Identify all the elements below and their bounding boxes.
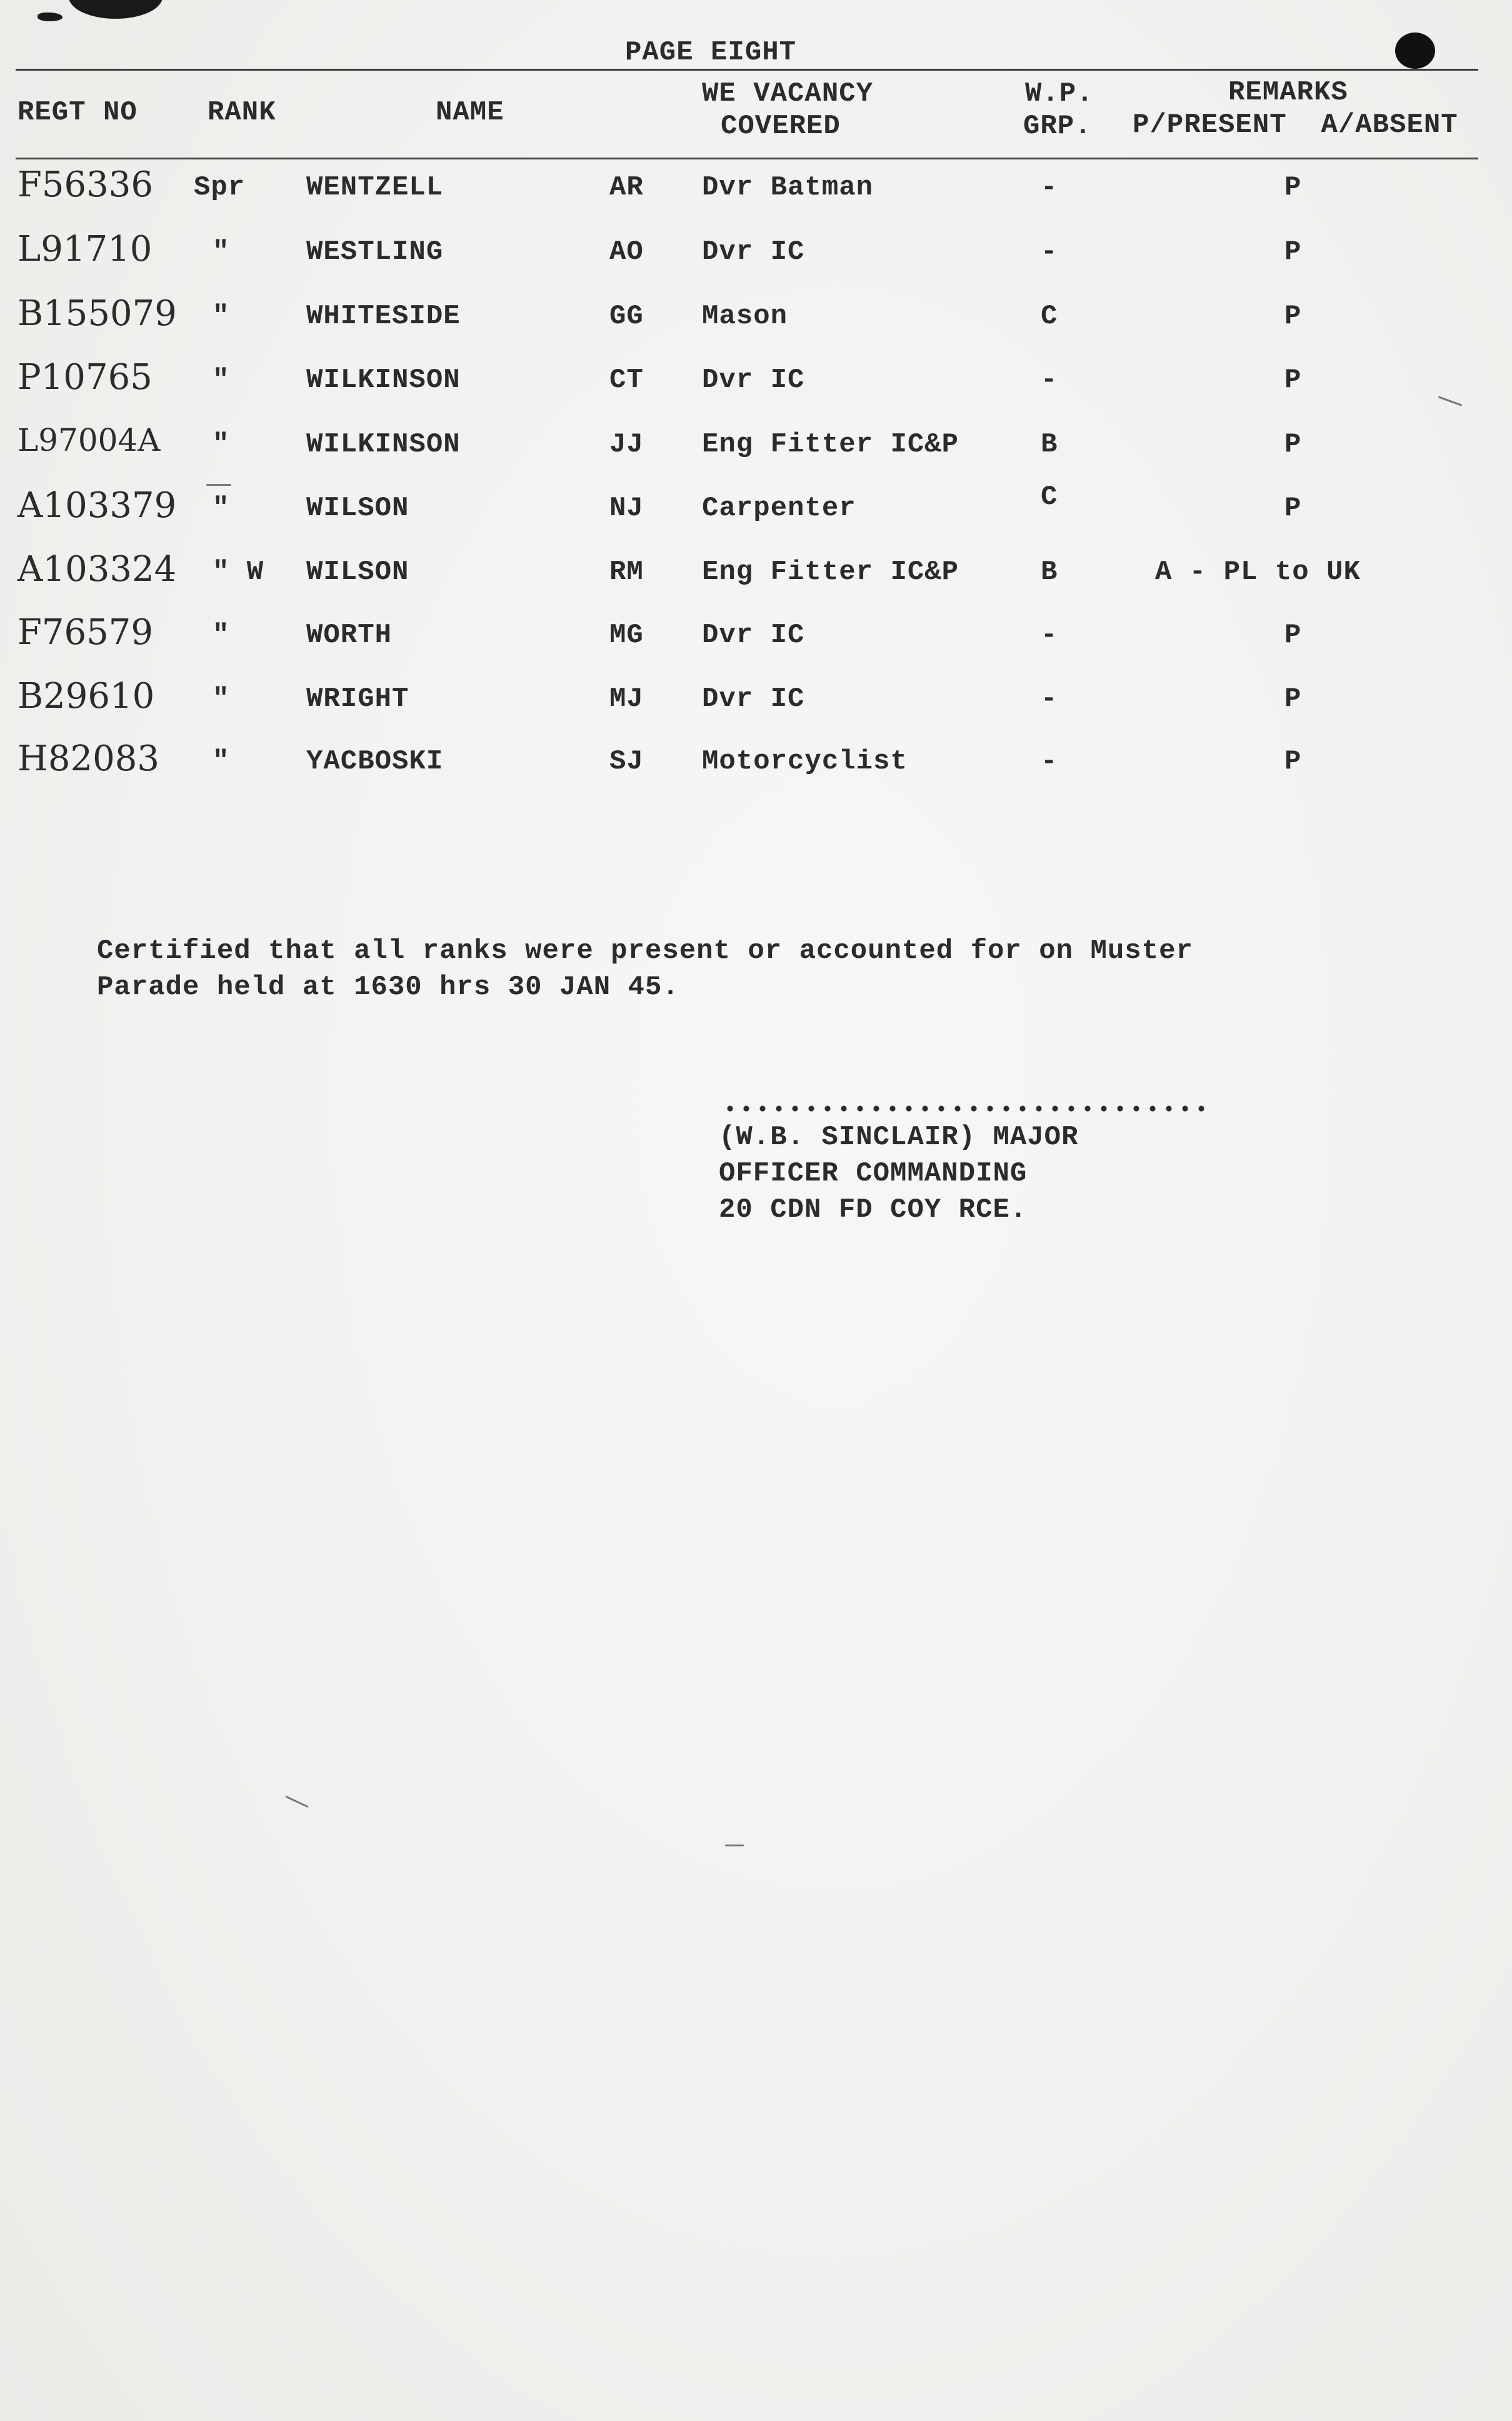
surname: WILKINSON <box>306 365 461 396</box>
page-title: PAGE EIGHT <box>625 37 797 68</box>
wp-group: - <box>1041 620 1058 651</box>
surname: WRIGHT <box>306 683 409 715</box>
remarks: P <box>1284 365 1302 396</box>
wp-group: - <box>1041 683 1058 715</box>
initials: JJ <box>609 429 644 460</box>
regt-number: L91710 <box>18 229 153 269</box>
rank: Spr <box>194 172 246 203</box>
rank: " <box>213 620 230 651</box>
surname: YACBOSKI <box>306 746 444 777</box>
regt-number: F56336 <box>18 164 153 205</box>
remarks: A - PL to UK <box>1155 556 1361 588</box>
wp-group: - <box>1041 365 1058 396</box>
vacancy-covered: Eng Fitter IC&P <box>702 429 959 460</box>
certification-statement <box>97 933 1193 1005</box>
regt-number: L97004A <box>18 422 161 458</box>
vacancy-covered: Carpenter <box>702 493 856 524</box>
ink-splatter-mark <box>38 13 63 21</box>
header-rule <box>16 69 1478 71</box>
regt-number: F76579 <box>18 612 153 653</box>
wp-group: - <box>1041 746 1058 777</box>
column-header-vacancy-line1: WE VACANCY <box>702 78 874 109</box>
rank: " <box>213 301 230 332</box>
column-header-present-absent: P/PRESENT A/ABSENT <box>1133 109 1458 141</box>
remarks: P <box>1284 301 1302 332</box>
vacancy-covered: Dvr IC <box>702 236 805 268</box>
regt-number: B29610 <box>18 676 155 717</box>
regt-number: H82083 <box>18 738 159 779</box>
table-row <box>0 293 1512 359</box>
rank: " <box>213 365 230 396</box>
initials: NJ <box>609 493 644 524</box>
remarks: P <box>1284 620 1302 651</box>
rank: " <box>213 429 230 460</box>
initials: SJ <box>609 746 644 777</box>
table-row <box>0 549 1512 615</box>
wp-group: B <box>1041 556 1058 588</box>
table-row <box>0 612 1512 678</box>
regt-number: P10765 <box>18 357 153 398</box>
column-header-wp-line1: W.P. <box>1025 78 1094 109</box>
column-header-remarks: REMARKS <box>1228 77 1348 108</box>
signature-dotted-line <box>722 1104 1209 1113</box>
table-row <box>0 676 1512 742</box>
ink-blot-mark <box>69 0 163 19</box>
rank: " <box>213 236 230 268</box>
signature-block <box>719 1119 1079 1228</box>
table-row <box>0 164 1512 230</box>
wp-group: C <box>1041 301 1058 332</box>
table-top-rule <box>16 158 1478 159</box>
vacancy-covered: Dvr Batman <box>702 172 874 203</box>
surname: WHITESIDE <box>306 301 461 332</box>
signatory-unit: 20 CDN FD COY RCE. <box>719 1194 1028 1226</box>
initials: MG <box>609 620 644 651</box>
column-header-rank: RANK <box>208 97 276 128</box>
column-header-name: NAME <box>436 97 504 128</box>
rank: " <box>213 746 230 777</box>
initials: RM <box>609 556 644 588</box>
surname: WILSON <box>306 556 409 588</box>
remarks: P <box>1284 493 1302 524</box>
signatory-name: (W.B. SINCLAIR) MAJOR <box>719 1122 1079 1153</box>
wp-group: C <box>1041 481 1058 513</box>
table-row <box>0 738 1512 804</box>
column-header-wp-line2: GRP. <box>1023 111 1092 142</box>
rank: " <box>213 493 230 524</box>
column-header-vacancy-line2: COVERED <box>721 111 841 142</box>
surname: WORTH <box>306 620 393 651</box>
wp-group: - <box>1041 172 1058 203</box>
initials: CT <box>609 365 644 396</box>
vacancy-covered: Dvr IC <box>702 620 805 651</box>
remarks: P <box>1284 236 1302 268</box>
wp-group: B <box>1041 429 1058 460</box>
regt-number: B155079 <box>18 293 177 334</box>
initials: GG <box>609 301 644 332</box>
signatory-title: OFFICER COMMANDING <box>719 1158 1028 1189</box>
initials: MJ <box>609 683 644 715</box>
surname: WENTZELL <box>306 172 444 203</box>
initials: AO <box>609 236 644 268</box>
regt-number: A103324 <box>18 549 177 590</box>
remarks: P <box>1284 429 1302 460</box>
vacancy-covered: Dvr IC <box>702 683 805 715</box>
rank: " <box>213 683 230 715</box>
vacancy-covered: Eng Fitter IC&P <box>702 556 959 588</box>
vacancy-covered: Mason <box>702 301 788 332</box>
initials: AR <box>609 172 644 203</box>
remarks: P <box>1284 172 1302 203</box>
certification-line-2: Parade held at 1630 hrs 30 JAN 45. <box>97 972 679 1003</box>
table-row <box>0 357 1512 423</box>
table-row <box>0 481 1512 551</box>
table-row <box>0 229 1512 294</box>
table-row <box>0 422 1512 487</box>
regt-number: A103379 <box>18 485 177 526</box>
certification-line-1: Certified that all ranks were present or accounted for on Muster <box>97 935 1193 967</box>
surname: WILKINSON <box>306 429 461 460</box>
surname: WILSON <box>306 493 409 524</box>
column-header-regt-no: REGT NO <box>18 97 138 128</box>
remarks: P <box>1284 683 1302 715</box>
vacancy-covered: Dvr IC <box>702 365 805 396</box>
punch-hole <box>1395 33 1435 69</box>
wp-group: - <box>1041 236 1058 268</box>
surname: WESTLING <box>306 236 444 268</box>
paper-mark <box>206 484 231 486</box>
rank: " W <box>213 556 264 588</box>
vacancy-covered: Motorcyclist <box>702 746 908 777</box>
paper-mark <box>725 1845 744 1846</box>
paper-mark <box>285 1796 309 1808</box>
remarks: P <box>1284 746 1302 777</box>
